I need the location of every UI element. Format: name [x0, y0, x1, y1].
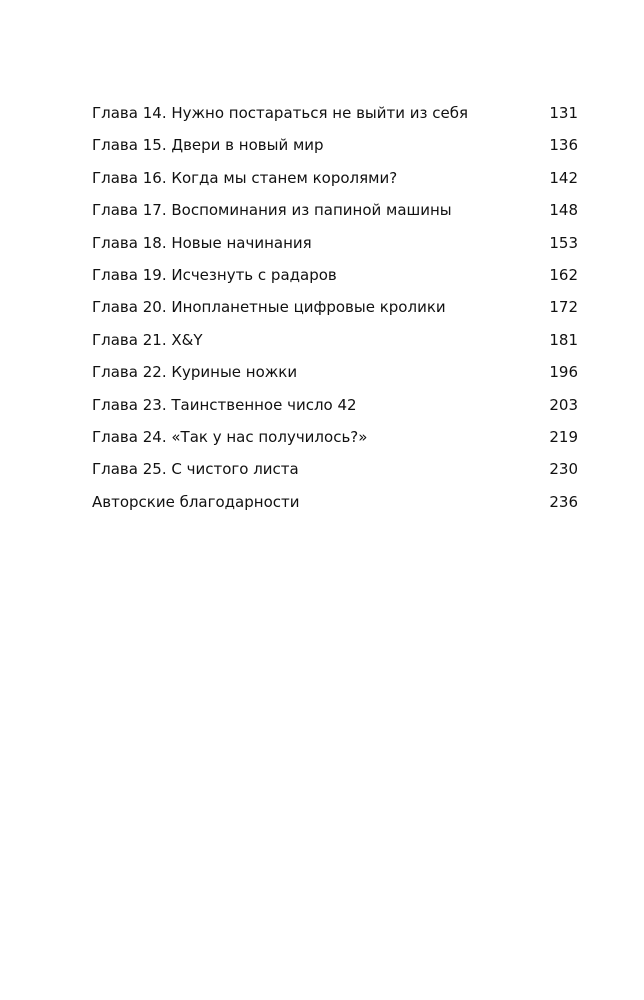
toc-entry-chapter-19	[92, 266, 578, 298]
toc-entry-chapter-25	[92, 460, 578, 492]
toc-entry-chapter-16	[92, 169, 578, 201]
toc-entry-chapter-23	[92, 396, 578, 428]
toc-entry-title: Глава 24. «Так у нас получилось?»	[92, 427, 368, 446]
toc-entry-chapter-14	[92, 104, 578, 136]
toc-entry-page-number: 219	[549, 427, 578, 446]
toc-entry-chapter-22	[92, 363, 578, 395]
toc-entry-page-number: 142	[549, 168, 578, 187]
table-of-contents	[92, 104, 578, 525]
toc-entry-page-number: 181	[549, 330, 578, 349]
toc-entry-page-number: 148	[549, 201, 578, 220]
toc-entry-title: Глава 15. Двери в новый мир	[92, 136, 324, 155]
toc-entry-chapter-18	[92, 234, 578, 266]
toc-entry-title: Глава 22. Куриные ножки	[92, 363, 298, 382]
toc-entry-page-number: 203	[549, 395, 578, 414]
toc-entry-page-number: 162	[549, 265, 578, 284]
toc-entry-title: Глава 14. Нужно постараться не выйти из себя	[92, 104, 468, 122]
toc-entry-title: Глава 16. Когда мы станем королями?	[92, 168, 398, 187]
toc-entry-title: Глава 17. Воспоминания из папиной машины	[92, 201, 452, 220]
toc-entry-chapter-24	[92, 428, 578, 460]
toc-entry-title: Авторские благодарности	[92, 492, 300, 511]
toc-entry-chapter-20	[92, 298, 578, 330]
toc-entry-page-number: 236	[549, 492, 578, 511]
toc-entry-title: Глава 18. Новые начинания	[92, 233, 312, 252]
toc-entry-page-number: 172	[549, 298, 578, 317]
toc-entry-title: Глава 20. Инопланетные цифровые кролики	[92, 298, 446, 317]
toc-entry-title: Глава 21. X&Y	[92, 330, 203, 349]
toc-entry-acknowledgements	[92, 493, 578, 525]
toc-entry-chapter-17	[92, 201, 578, 233]
toc-entry-title: Глава 25. С чистого листа	[92, 460, 299, 479]
toc-entry-page-number: 196	[549, 363, 578, 382]
toc-entry-page-number: 136	[549, 136, 578, 155]
toc-entry-chapter-15	[92, 136, 578, 168]
toc-entry-page-number: 230	[549, 460, 578, 479]
toc-entry-title: Глава 19. Исчезнуть с радаров	[92, 265, 337, 284]
toc-entry-title: Глава 23. Таинственное число 42	[92, 395, 357, 414]
toc-entry-page-number: 153	[549, 233, 578, 252]
toc-entry-page-number: 131	[549, 104, 578, 122]
toc-entry-chapter-21	[92, 331, 578, 363]
